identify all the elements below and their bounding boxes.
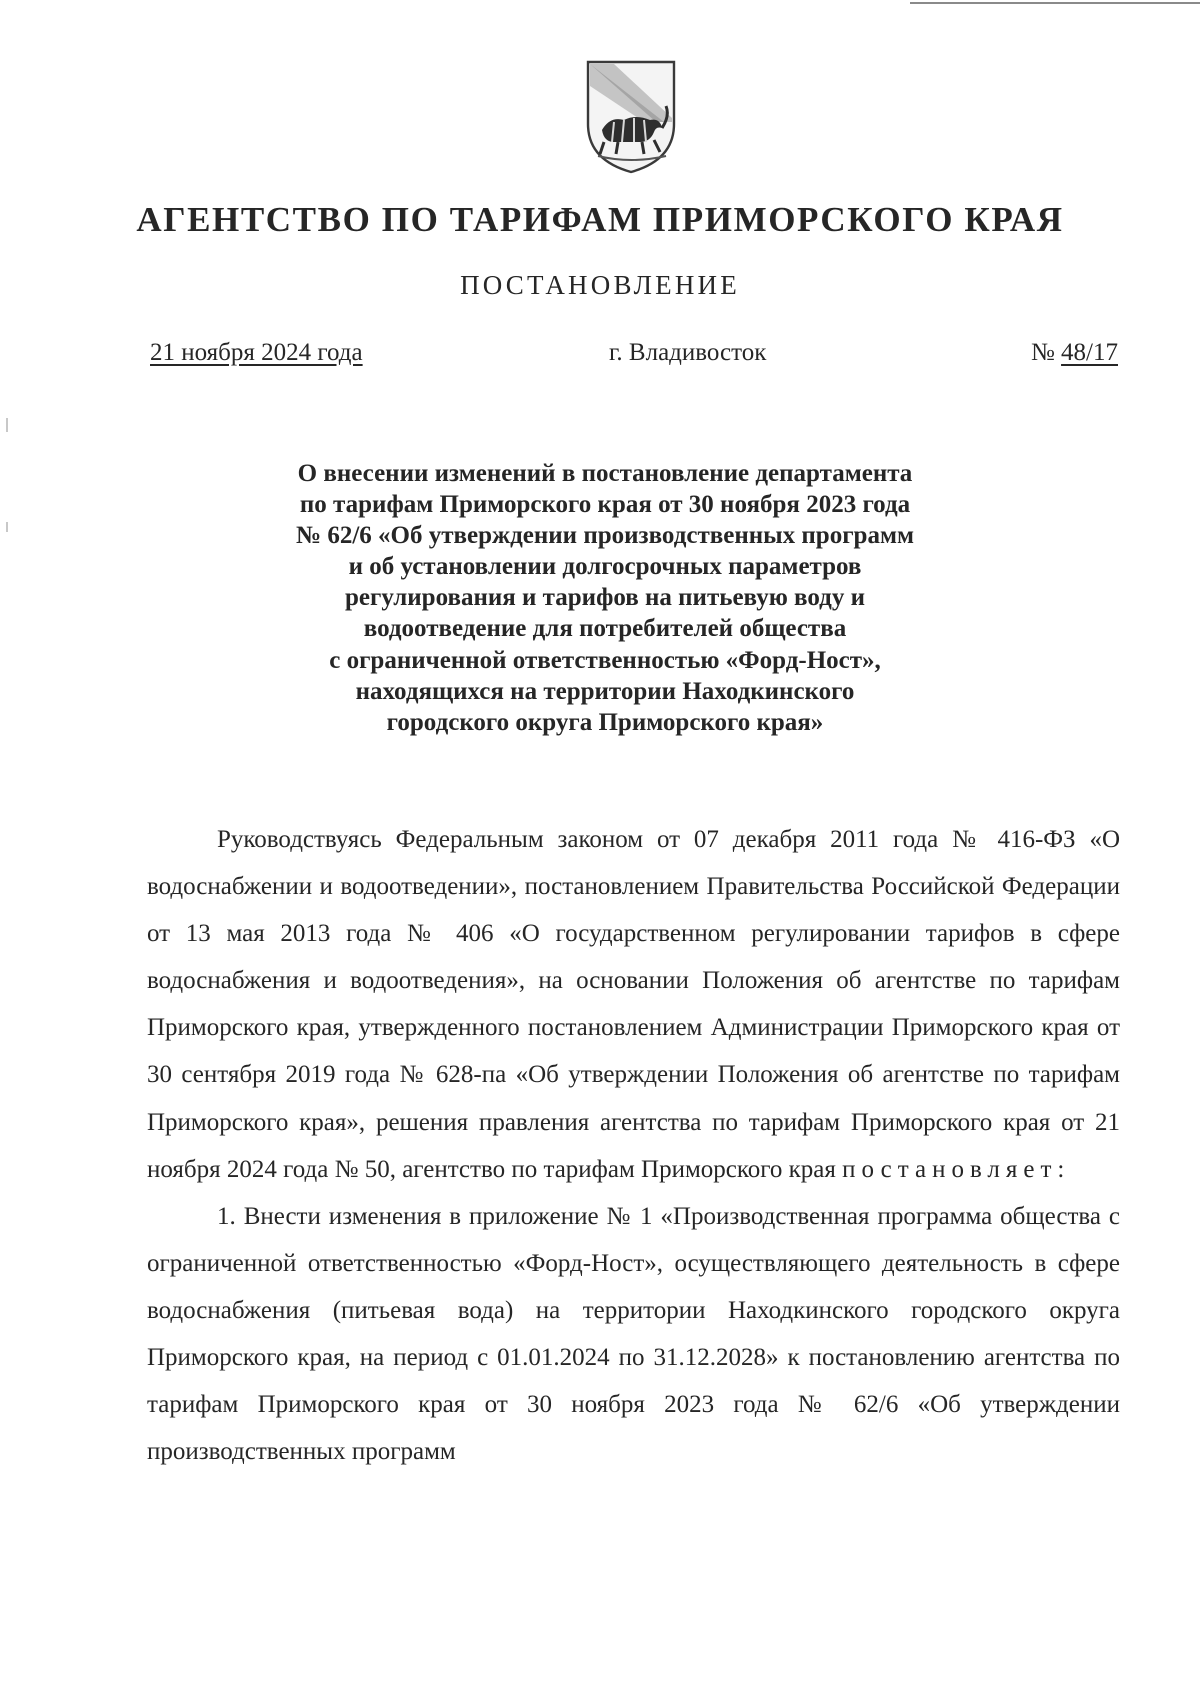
margin-mark — [6, 522, 8, 532]
margin-mark — [6, 418, 8, 432]
scan-edge-line — [910, 2, 1200, 4]
title-line: с ограниченной ответственностью «Форд-Ност», — [329, 646, 881, 674]
coat-of-arms-icon — [584, 56, 678, 176]
item-1-paragraph: 1. Внести изменения в приложение № 1 «Производственная программа общества с ограниченной ответственностью «Форд-Ност», осуществляющего деятельность в сфере водоснабжения (питьевая вода) на территории Находкинского городского округа Приморского края, на период с 01.01.2024 по 31.12.2028» к постановлению агентства по тарифам Приморского края от 30 ноября 2023 года № 62/6 «Об утверждении производственных программ — [147, 1202, 1120, 1466]
document-type: ПОСТАНОВЛЕНИЕ — [460, 270, 740, 300]
title-line: водоотведение для потребителей общества — [363, 615, 847, 643]
preamble-text: Руководствуясь Федеральным законом от 07 декабря 2011 года № 416-ФЗ «О водоснабжении и водоотведении», постановлением Правительства Российской Федерации от 13 мая 2013 года № 406 «О государственном регулировании тарифов в сфере водоснабжения и водоотведения», на основании Положения об агентстве по тарифам Приморского края, утвержденного постановлением Администрации Приморского края от 30 сентября 2019 года № 628-па «Об утверждении Положения об агентстве по тарифам Приморского края», решения правления агентства по тарифам Приморского края от 21 ноября 2024 года № 50, агентство по тарифам Приморского края — [147, 826, 1120, 1183]
title-line: О внесении изменений в постановление департамента — [297, 460, 913, 487]
number-value: 48/17 — [1061, 339, 1118, 366]
title-line: городского округа Приморского края» — [386, 708, 824, 736]
title-line: и об установлении долгосрочных параметров — [348, 553, 862, 581]
document-body — [147, 816, 1120, 1475]
title-line: регулирования и тарифов на питьевую воду и — [345, 584, 865, 612]
number-prefix: № — [1030, 339, 1062, 366]
agency-name: АГЕНТСТВО ПО ТАРИФАМ ПРИМОРСКОГО КРАЯ — [136, 200, 1064, 239]
document-number — [1031, 338, 1118, 368]
document-date: 21 ноября 2024 года — [150, 339, 363, 366]
document-title — [240, 458, 970, 738]
title-line: по тарифам Приморского края от 30 ноября 2023 года — [299, 491, 911, 519]
title-line: № 62/6 «Об утверждении производственных программ — [295, 522, 915, 550]
preamble-paragraph — [147, 816, 1120, 1193]
document-city: г. Владивосток — [609, 339, 767, 366]
title-line: находящихся на территории Находкинского — [355, 677, 855, 705]
resolves-word: постановляет: — [842, 1155, 1071, 1183]
